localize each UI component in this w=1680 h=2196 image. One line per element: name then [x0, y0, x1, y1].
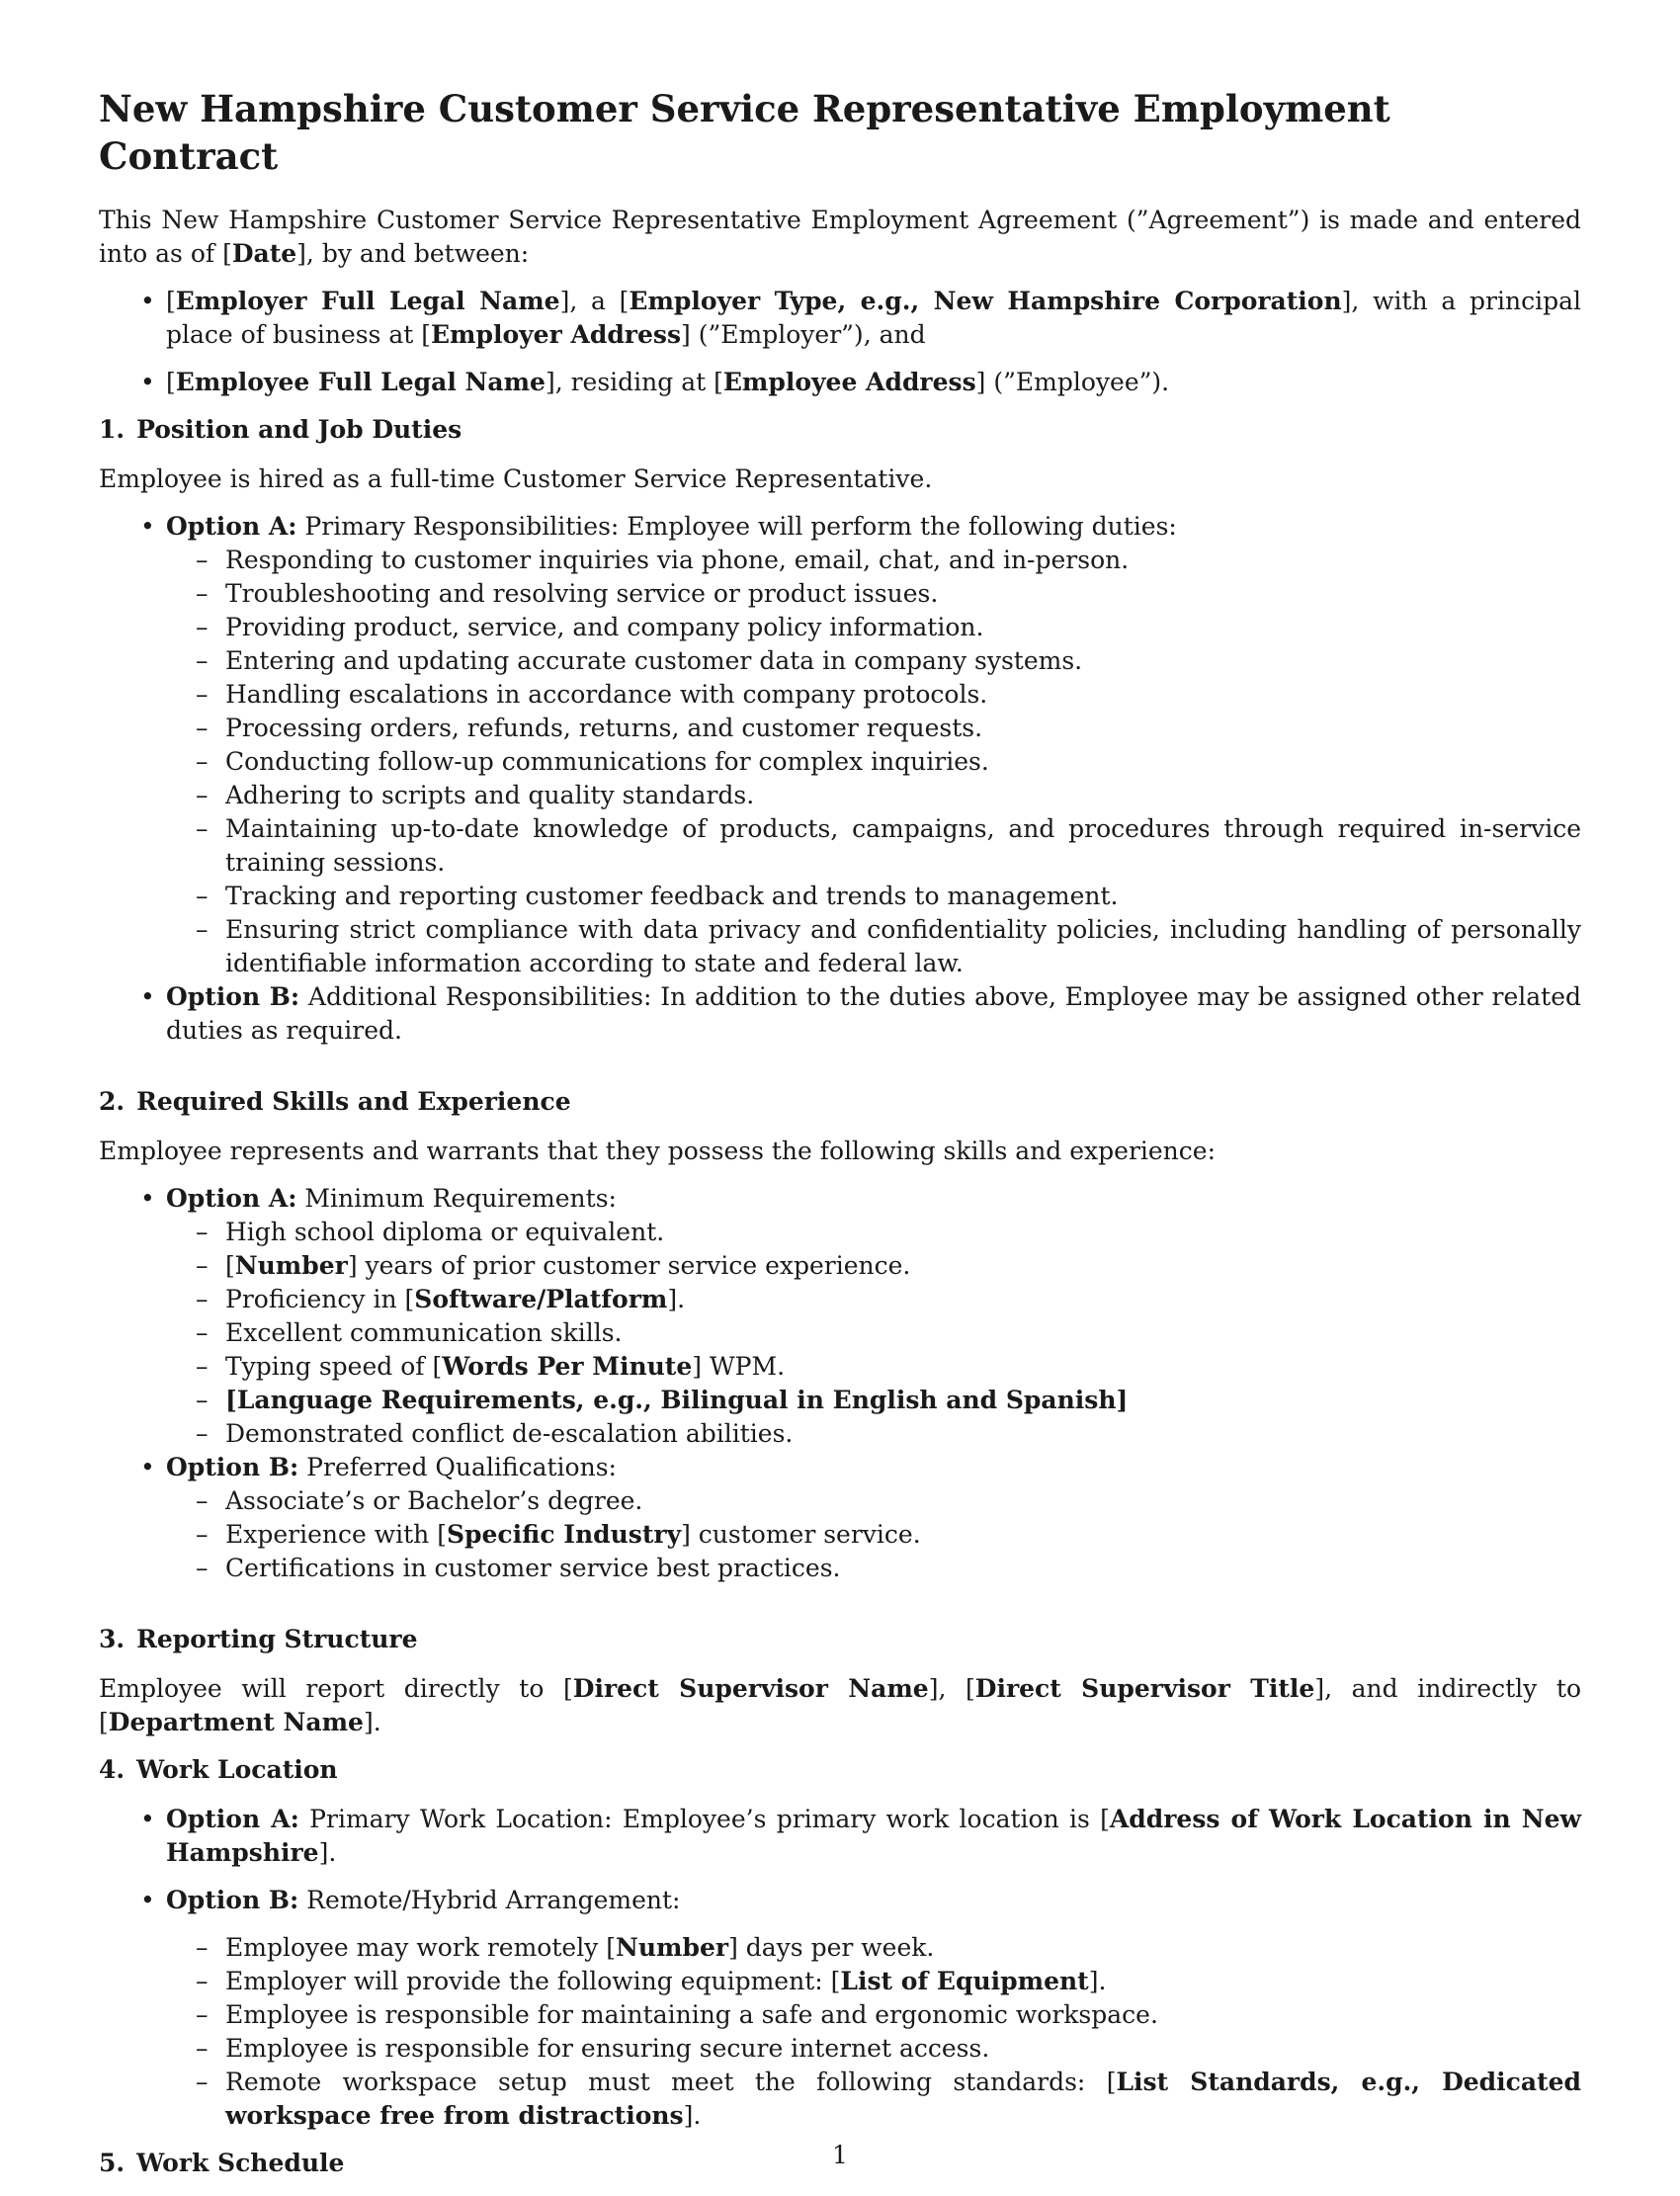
list-item: – Handling escalations in accordance with company protocols. [225, 678, 1581, 712]
employer-type-placeholder: Employer Type, e.g., New Hampshire Corporation [629, 287, 1342, 315]
section-4-option-a: • Option A: Primary Work Location: Employee’s primary work location is [Address of Work Location in New Hampshire]. [166, 1803, 1581, 1870]
list-item: – Associate’s or Bachelor’s degree. [225, 1484, 1581, 1518]
list-item: – [Language Requirements, e.g., Bilingual in English and Spanish] [225, 1384, 1581, 1417]
section-4-option-b: • Option B: Remote/Hybrid Arrangement: – Employee may work remotely [Number] days per week. – Employer will provide the following equipment: [List of Equipment]. – Employee is responsible for maintaining a safe and ergonomic workspace. – Employee is responsible for ensuring secure internet access. – Remote workspace setup must meet the following standards: [List Standards, e.g., Dedicated workspace free from distractions]. [166, 1884, 1581, 2133]
list-item: – Troubleshooting and resolving service or product issues. [225, 577, 1581, 611]
party-employee: • [Employee Full Legal Name], residing at [Employee Address] (”Employee”). [166, 366, 1581, 399]
list-item: – High school diploma or equivalent. [225, 1216, 1581, 1249]
list-item: – Adhering to scripts and quality standards. [225, 779, 1581, 812]
list-item: – Experience with [Specific Industry] customer service. [225, 1518, 1581, 1552]
list-item: – Certifications in customer service best practices. [225, 1552, 1581, 1585]
list-item: – Processing orders, refunds, returns, and customer requests. [225, 712, 1581, 745]
list-item: – Remote workspace setup must meet the following standards: [List Standards, e.g., Dedicated workspace free from distractions]. [225, 2066, 1581, 2133]
employer-name-placeholder: Employer Full Legal Name [175, 287, 560, 315]
department-placeholder: Department Name [108, 1708, 364, 1736]
document-title: New Hampshire Customer Service Representative Employment Contract [99, 87, 1390, 178]
section-heading-4: 4. Work Location [99, 1755, 338, 1784]
section-heading-3: 3. Reporting Structure [99, 1625, 418, 1653]
section-1-intro: Employee is hired as a full-time Customer Service Representative. [99, 465, 933, 493]
employee-address-placeholder: Employee Address [722, 368, 976, 396]
list-item: – Employer will provide the following equipment: [List of Equipment]. [225, 1965, 1581, 1998]
intro-paragraph: This New Hampshire Customer Service Representative Employment Agreement (”Agreement”) is made and entered into as of [Date], by and between: [99, 206, 1581, 268]
work-location-placeholder: Address of Work Location in New Hampshire [166, 1805, 1581, 1867]
list-item: – [Number] years of prior customer service experience. [225, 1249, 1581, 1283]
list-item: – Entering and updating accurate customer data in company systems. [225, 644, 1581, 678]
list-item: – Ensuring strict compliance with data privacy and confidentiality policies, including handling of personally identifiable information according to state and federal law. [225, 913, 1581, 980]
party-employer: • [Employer Full Legal Name], a [Employer Type, e.g., New Hampshire Corporation], with a principal place of business at [Employer Address] (”Employer”), and [166, 285, 1581, 352]
list-item: – Typing speed of [Words Per Minute] WPM. [225, 1350, 1581, 1384]
list-item: – Employee may work remotely [Number] days per week. [225, 1931, 1581, 1965]
list-item: – Demonstrated conflict de-escalation abilities. [225, 1417, 1581, 1451]
employer-address-placeholder: Employer Address [430, 320, 682, 349]
list-item: – Providing product, service, and company policy information. [225, 611, 1581, 644]
list-item: – Tracking and reporting customer feedback and trends to management. [225, 880, 1581, 913]
employee-name-placeholder: Employee Full Legal Name [175, 368, 546, 396]
section-1-options [99, 510, 1581, 1048]
section-2-option-a: • Option A: Minimum Requirements: – High school diploma or equivalent. – [Number] years of prior customer service experience. – Proficiency in [Software/Platform]. – Excellent communication skills. – Typing speed of [Words Per Minute] WPM. – [Language Requirements, e.g., Bilingual in English and Spanish] – Demonstrated conflict de-escalation abilities. [166, 1182, 1581, 1451]
parties-list [99, 285, 1581, 399]
section-4-options [99, 1803, 1581, 2133]
section-heading-1: 1. Position and Job Duties [99, 415, 462, 444]
list-item: – Excellent communication skills. [225, 1316, 1581, 1350]
date-placeholder: Date [231, 239, 297, 268]
requirements-list [166, 1216, 1581, 1451]
list-item: – Conducting follow-up communications for complex inquiries. [225, 745, 1581, 779]
list-item: – Employee is responsible for maintaining a safe and ergonomic workspace. [225, 1998, 1581, 2032]
remote-list [166, 1931, 1581, 2133]
qualifications-list [166, 1484, 1581, 1585]
section-1-option-a: • Option A: Primary Responsibilities: Employee will perform the following duties: – Responding to customer inquiries via phone, email, chat, and in-person. – Troubleshooting and resolving service or product issues. – Providing product, service, and company policy information. – Entering and updating accurate customer data in company systems. – Handling escalations in accordance with company protocols. – Processing orders, refunds, returns, and customer requests. – Conducting follow-up communications for complex inquiries. – Adhering to scripts and quality standards. – Maintaining up-to-date knowledge of products, campaigns, and procedures through required in-service training sessions. – Tracking and reporting customer feedback and trends to management. – Ensuring strict compliance with data privacy and confidentiality policies, including handling of personally identifiable information according to state and federal law. [166, 510, 1581, 980]
section-heading-2: 2. Required Skills and Experience [99, 1087, 571, 1116]
section-3-paragraph: Employee will report directly to [Direct Supervisor Name], [Direct Supervisor Title], and indirectly to [Department Name]. [99, 1674, 1581, 1736]
duties-list [166, 544, 1581, 980]
list-item: – Maintaining up-to-date knowledge of products, campaigns, and procedures through required in-service training sessions. [225, 812, 1581, 880]
list-item: – Responding to customer inquiries via phone, email, chat, and in-person. [225, 544, 1581, 577]
document-body [99, 85, 1581, 2196]
section-2-option-b: • Option B: Preferred Qualifications: – Associate’s or Bachelor’s degree. – Experience with [Specific Industry] customer service. – Certifications in customer service best practices. [166, 1451, 1581, 1585]
section-2-options [99, 1182, 1581, 1585]
list-item: – Proficiency in [Software/Platform]. [225, 1283, 1581, 1316]
section-2-intro: Employee represents and warrants that they possess the following skills and experience: [99, 1137, 1217, 1165]
section-heading-5: 5. Work Schedule [99, 2149, 345, 2177]
supervisor-title-placeholder: Direct Supervisor Title [974, 1674, 1315, 1703]
supervisor-name-placeholder: Direct Supervisor Name [572, 1674, 929, 1703]
page-number: 1 [832, 2141, 848, 2169]
list-item: – Employee is responsible for ensuring secure internet access. [225, 2032, 1581, 2066]
section-1-option-b: • Option B: Additional Responsibilities: In addition to the duties above, Employee may be assigned other related duties as required. [166, 980, 1581, 1048]
